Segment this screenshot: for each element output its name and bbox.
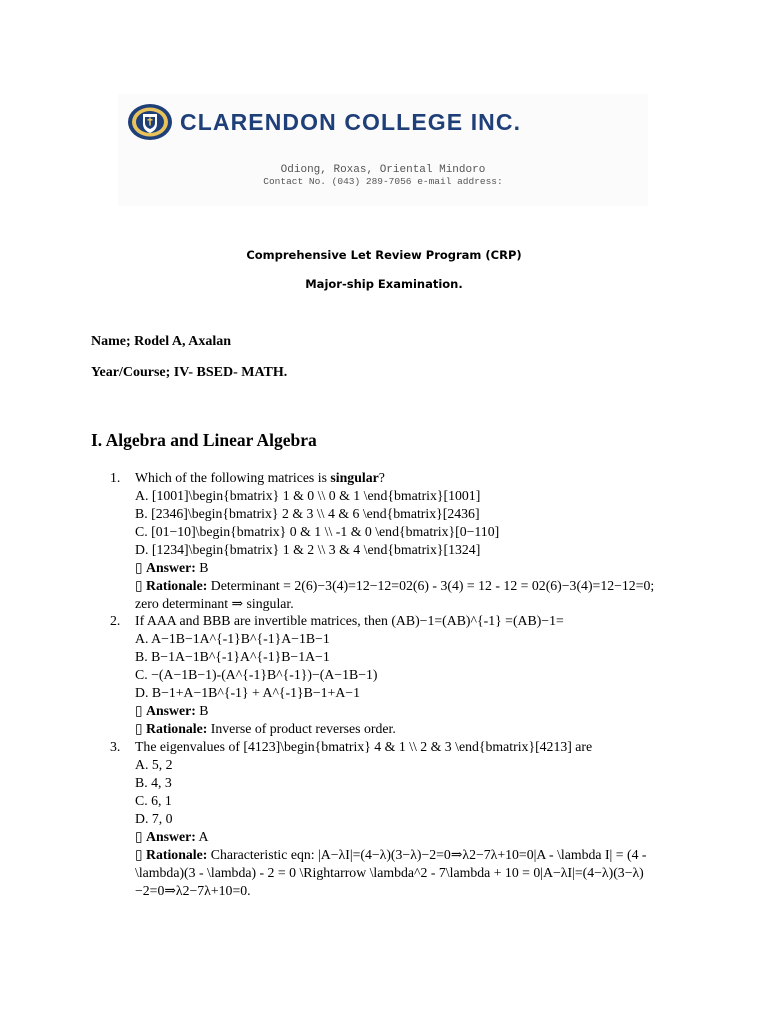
question-body <box>135 612 670 738</box>
letterhead <box>118 94 648 206</box>
answer-value: B <box>195 703 209 718</box>
college-address: Odiong, Roxas, Oriental Mindoro <box>280 164 486 176</box>
question-number: 1. <box>110 470 121 485</box>
question-stem <box>135 469 670 487</box>
question-stem: If AAA and BBB are invertible matrices, then (AB)−1=(AB)^{-1} =(AB)−1= <box>135 613 564 628</box>
option-c: C. −(A−1B−1)-(A^{-1}B^{-1})−(A−1B−1) <box>135 667 378 682</box>
question-1 <box>110 469 670 613</box>
option-d: D. [1234]\begin{bmatrix} 1 & 2 \\ 3 & 4 \end{bmatrix}[1324] <box>135 542 481 557</box>
college-name: CLARENDON COLLEGE INC. <box>180 108 522 135</box>
exam-title: Major-ship Examination. <box>305 277 463 291</box>
option-a: A. 5, 2 <box>135 757 173 772</box>
program-title: Comprehensive Let Review Program (CRP) <box>246 248 522 262</box>
checkbox-icon: ▯ <box>135 578 143 593</box>
rationale-text: Characteristic eqn: |A−λI|=(4−λ)(3−λ)−2=0⇒λ2−7λ+10=0|A - \lambda I| = (4 - \lambda)(3 - \lambda) - 2 = 0 \Rightarrow \lambda^2 - 7\lambda + 10 = 0|A−λI|=(4−λ)(3−λ)−2=0⇒λ2−7λ+10=0. <box>135 847 647 898</box>
question-3 <box>110 738 670 900</box>
option-a: A. [1001]\begin{bmatrix} 1 & 0 \\ 0 & 1 \end{bmatrix}[1001] <box>135 488 481 503</box>
option-c: C. 6, 1 <box>135 793 172 808</box>
checkbox-icon: ▯ <box>135 560 143 575</box>
answer-label: Answer: <box>146 829 196 844</box>
question-stem-end: ? <box>378 470 385 485</box>
checkbox-icon: ▯ <box>135 703 143 718</box>
option-a: A. A−1B−1A^{-1}B^{-1}A−1B−1 <box>135 631 330 646</box>
college-seal-icon <box>126 102 174 142</box>
question-body <box>135 469 670 613</box>
answer-value: A <box>195 829 209 844</box>
option-b: B. [2346]\begin{bmatrix} 2 & 3 \\ 4 & 6 \end{bmatrix}[2436] <box>135 506 480 521</box>
answer-label: Answer: <box>146 560 196 575</box>
answer-line <box>135 559 670 577</box>
student-course: Year/Course; IV- BSED- MATH. <box>91 365 288 380</box>
answer-line <box>135 828 670 846</box>
rationale-label: Rationale: <box>146 578 208 593</box>
question-stem-emphasis: singular <box>330 470 379 485</box>
rationale-line <box>135 720 670 738</box>
option-d: D. B−1+A−1B^{-1} + A^{-1}B−1+A−1 <box>135 685 360 700</box>
checkbox-icon: ▯ <box>135 829 143 844</box>
option-d: D. 7, 0 <box>135 811 173 826</box>
checkbox-icon: ▯ <box>135 847 143 862</box>
student-name: Name; Rodel A, Axalan <box>91 334 231 349</box>
rationale-label: Rationale: <box>146 721 208 736</box>
option-c: C. [01−10]\begin{bmatrix} 0 & 1 \\ -1 & 0 \end{bmatrix}[0−110] <box>135 524 500 539</box>
option-b: B. B−1A−1B^{-1}A^{-1}B−1A−1 <box>135 649 330 664</box>
rationale-text: Inverse of product reverses order. <box>207 721 396 736</box>
question-number: 3. <box>110 739 121 754</box>
question-stem-text: Which of the following matrices is <box>135 470 331 485</box>
question-number: 2. <box>110 613 121 628</box>
question-2 <box>110 612 670 738</box>
rationale-text: Determinant = 2(6)−3(4)=12−12=02(6) - 3(4) = 12 - 12 = 02(6)−3(4)=12−12=0; zero determinant ⇒ singular. <box>135 578 655 611</box>
letterhead-logo-row <box>126 102 521 142</box>
answer-label: Answer: <box>146 703 196 718</box>
section-heading: I. Algebra and Linear Algebra <box>91 430 317 450</box>
answer-value: B <box>195 560 209 575</box>
answer-line <box>135 702 670 720</box>
college-contact: Contact No. (043) 289-7056 e-mail address: <box>263 176 503 187</box>
question-body <box>135 738 670 900</box>
rationale-line <box>135 577 670 613</box>
option-b: B. 4, 3 <box>135 775 172 790</box>
checkbox-icon: ▯ <box>135 721 143 736</box>
question-stem: The eigenvalues of [4123]\begin{bmatrix} 4 & 1 \\ 2 & 3 \end{bmatrix}[4213] are <box>135 739 593 754</box>
rationale-line <box>135 846 670 900</box>
rationale-label: Rationale: <box>146 847 208 862</box>
